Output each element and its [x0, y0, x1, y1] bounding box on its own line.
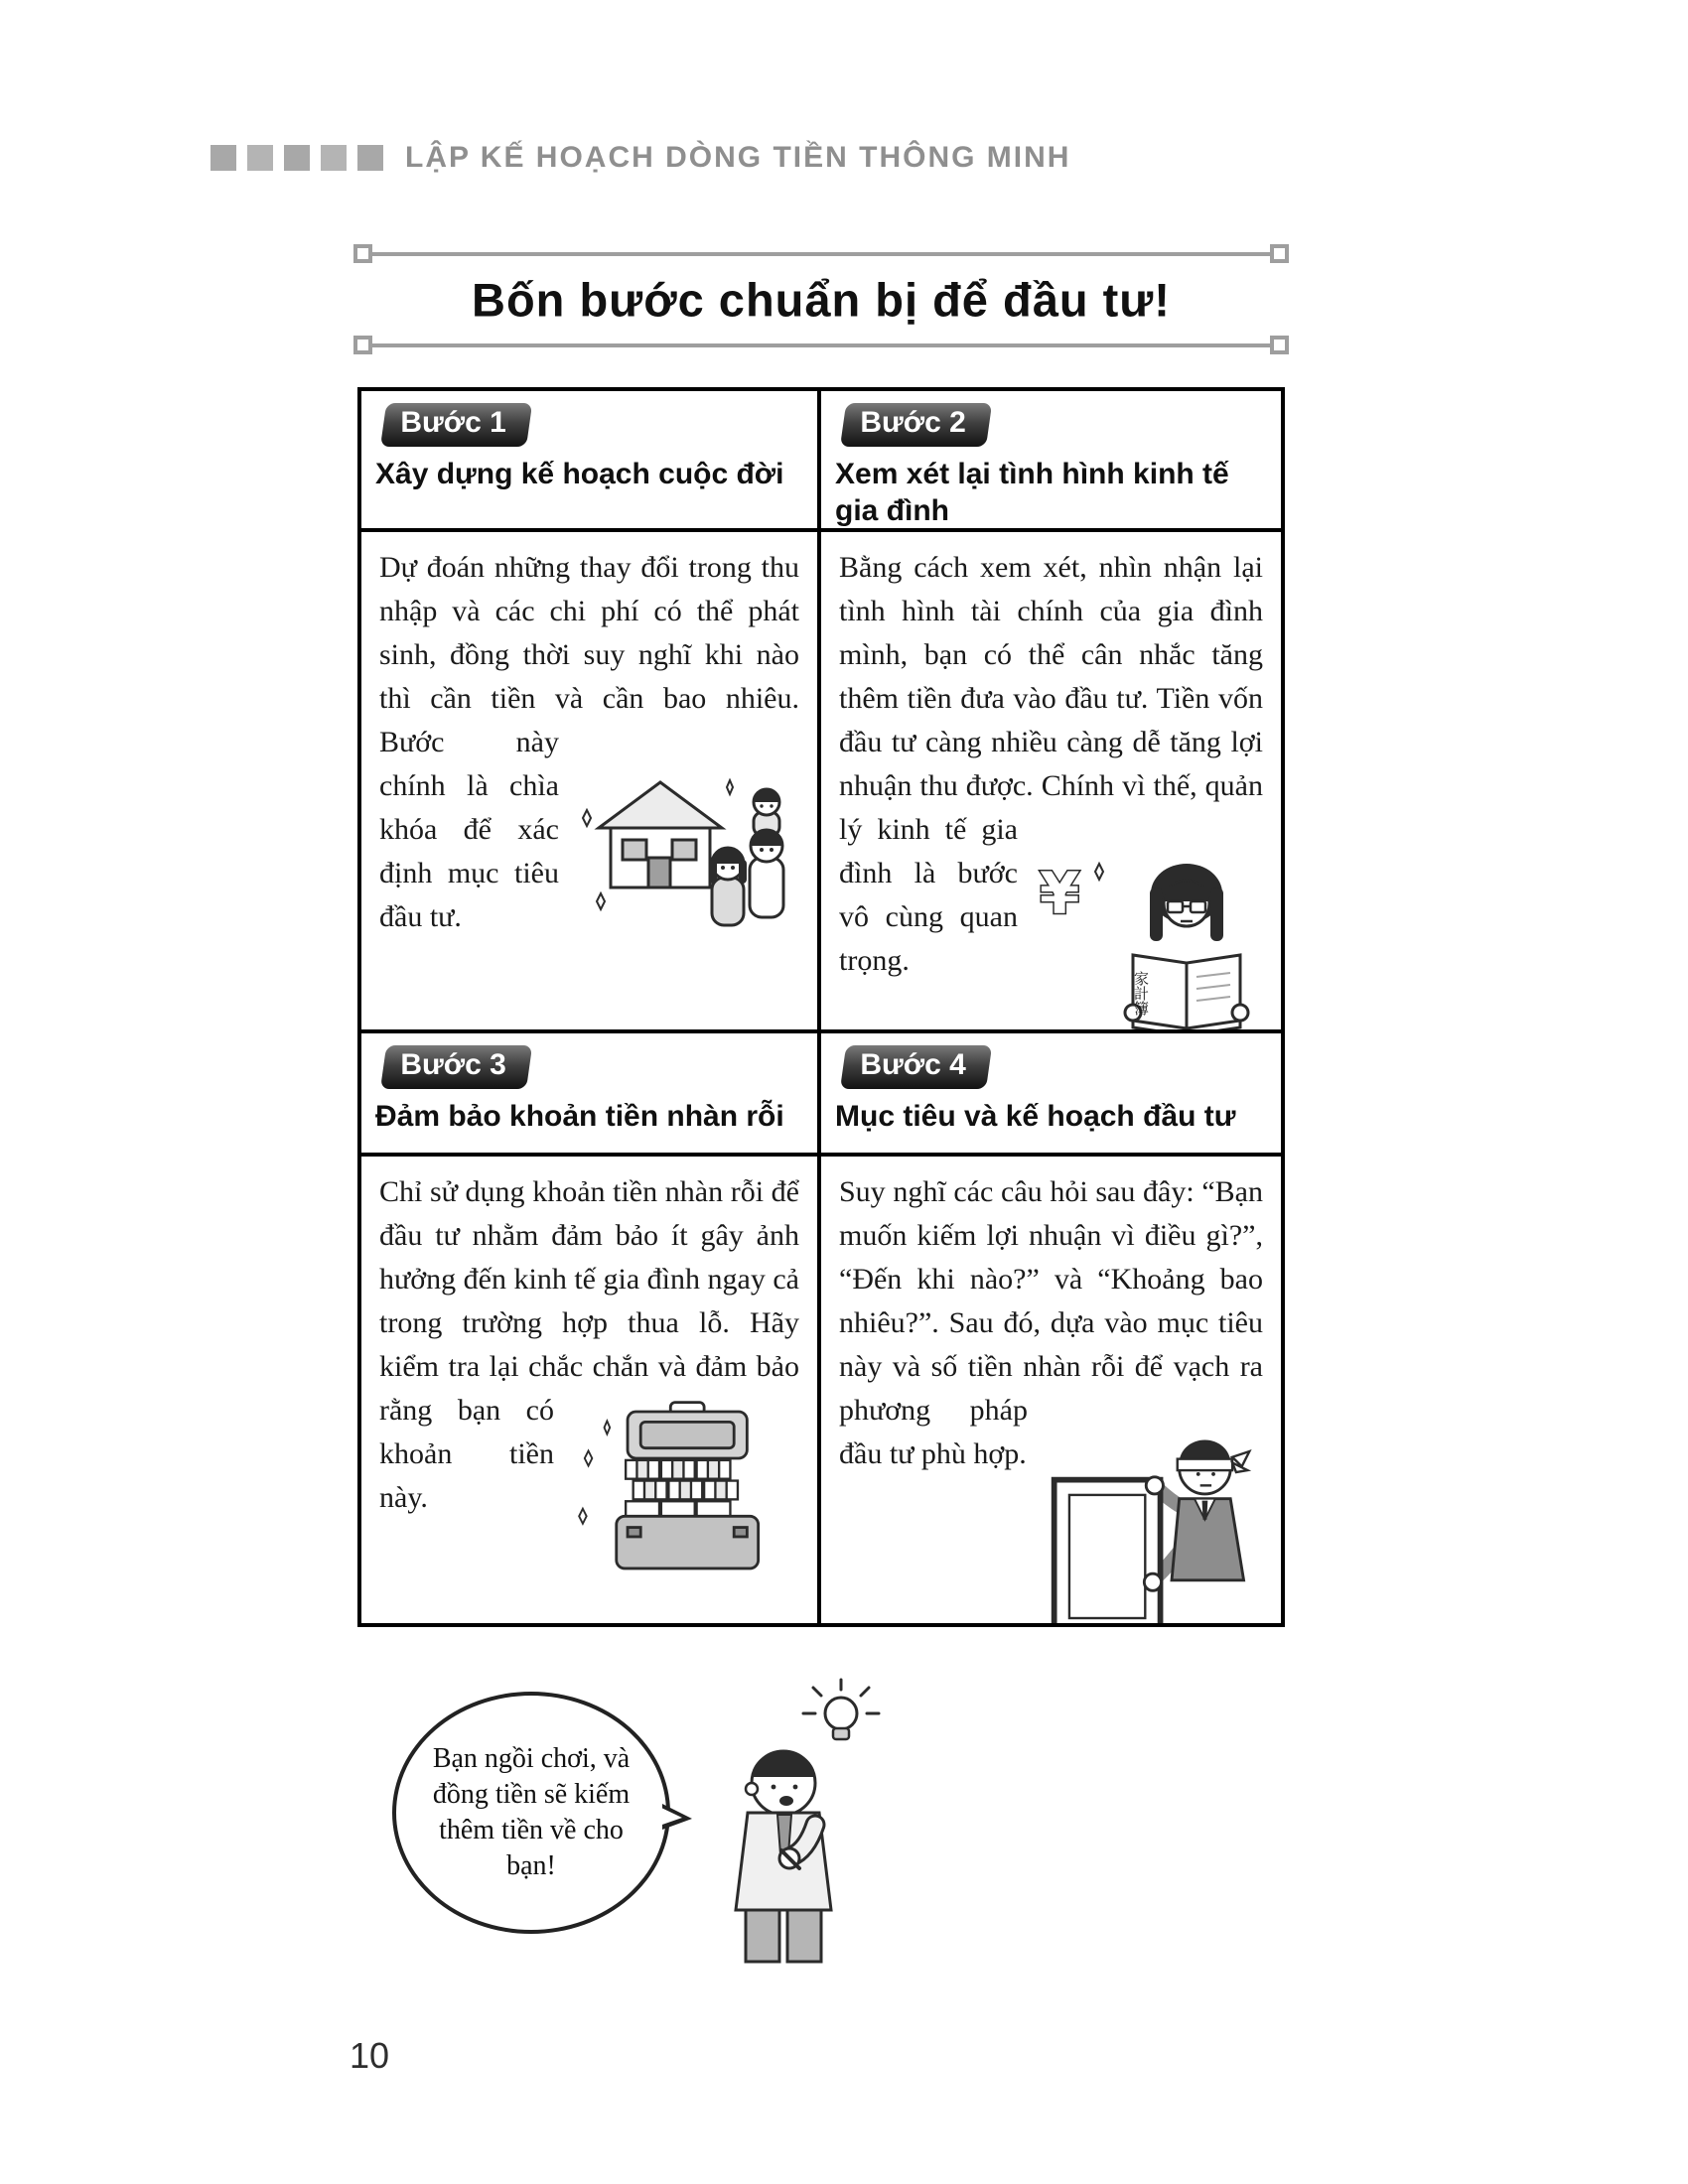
square-icon — [321, 145, 347, 171]
steps-table — [357, 387, 1285, 1627]
step3-badge: Bước 3 — [380, 1045, 533, 1089]
step3-body — [379, 1170, 799, 1520]
step3-body-cell — [361, 1157, 821, 1623]
step2-body — [839, 546, 1263, 1016]
running-header — [211, 141, 1070, 175]
family-house-illustration — [571, 766, 799, 945]
content-column — [357, 252, 1285, 1627]
step2-body-text: Bằng cách xem xét, nhìn nhận lại tình hình tài chính của gia đình mình, bạn có thể cân nhắc tăng thêm tiền đưa vào đầu tư. Tiền vốn đầu tư càng nhiều càng dễ tăng lợi nhuận thu được. Chính vì thế, quản lý kinh tế gia đình là bước vô cùng quan trọng. — [839, 551, 1263, 977]
man-with-chart-illustration — [1040, 1431, 1263, 1623]
idea-man-illustration — [692, 1676, 911, 1974]
step4-heading: Mục tiêu và kế hoạch đầu tư — [835, 1100, 1236, 1133]
banner-square-icon — [353, 336, 372, 354]
step1-body — [379, 546, 799, 939]
step4-body-cell — [821, 1157, 1281, 1623]
step3-heading: Đảm bảo khoản tiền nhàn rỗi — [375, 1100, 784, 1133]
step4-body — [839, 1170, 1263, 1476]
speech-bubble — [392, 1692, 670, 1934]
step1-body-text: Dự đoán những thay đổi trong thu nhập và các chi phí có thể phát sinh, đồng thời suy nghĩ khi nào thì cần tiền và cần bao nhiêu. Bước này chính là chìa khóa để xác định mục tiêu đầu tư. — [379, 551, 799, 933]
header-square-icons — [211, 145, 383, 171]
banner-square-icon — [1270, 244, 1289, 263]
step4-badge: Bước 4 — [840, 1045, 993, 1089]
step2-header-cell — [821, 391, 1281, 532]
ledger-label: 家計簿 — [1132, 971, 1150, 1016]
banner-line-bottom — [365, 343, 1277, 347]
page-title: Bốn bước chuẩn bị để đầu tư! — [472, 273, 1171, 327]
banner-square-icon — [1270, 336, 1289, 354]
page-number: 10 — [350, 2035, 390, 2076]
step4-header-cell — [821, 1033, 1281, 1157]
step1-badge: Bước 1 — [380, 403, 533, 447]
running-header-text: LẬP KẾ HOẠCH DÒNG TIỀN THÔNG MINH — [405, 141, 1071, 174]
square-icon — [357, 145, 383, 171]
household-ledger-illustration — [1030, 848, 1263, 1033]
speech-bubble-text: Bạn ngồi chơi, và đồng tiền sẽ kiếm thêm tiền về cho bạn! — [432, 1743, 631, 1881]
step4-body-text: Suy nghĩ các câu hỏi sau đây: “Bạn muốn kiếm lợi nhuận vì điều gì?”, “Đến khi nào?” và “Khoảng bao nhiêu?”. Sau đó, dựa vào mục tiêu này và số tiền nhàn rỗi để vạch ra phương pháp đầu tư phù hợp. — [839, 1175, 1263, 1470]
banner-line-top — [365, 252, 1277, 256]
square-icon — [284, 145, 310, 171]
step2-heading: Xem xét lại tình hình kinh tế gia đình — [835, 458, 1229, 527]
step3-header-cell — [361, 1033, 821, 1157]
step1-body-cell — [361, 532, 821, 1033]
title-banner — [357, 252, 1285, 347]
step2-badge: Bước 2 — [840, 403, 993, 447]
banner-square-icon — [353, 244, 372, 263]
lightbulb-icon — [803, 1680, 879, 1739]
step2-body-cell — [821, 532, 1281, 1033]
money-briefcase-illustration — [566, 1393, 799, 1586]
square-icon — [247, 145, 273, 171]
square-icon — [211, 145, 236, 171]
step1-header-cell — [361, 391, 821, 532]
step1-heading: Xây dựng kế hoạch cuộc đời — [375, 458, 784, 490]
idea-section — [392, 1676, 948, 1983]
step3-body-text: Chỉ sử dụng khoản tiền nhàn rỗi để đầu tư nhằm đảm bảo ít gây ảnh hưởng đến kinh tế gia đình ngay cả trong trường hợp thua lỗ. Hãy kiểm tra lại chắc chắn và đảm bảo rằng bạn có khoản tiền này. — [379, 1175, 799, 1514]
yen-icon: ¥ — [1040, 860, 1080, 927]
